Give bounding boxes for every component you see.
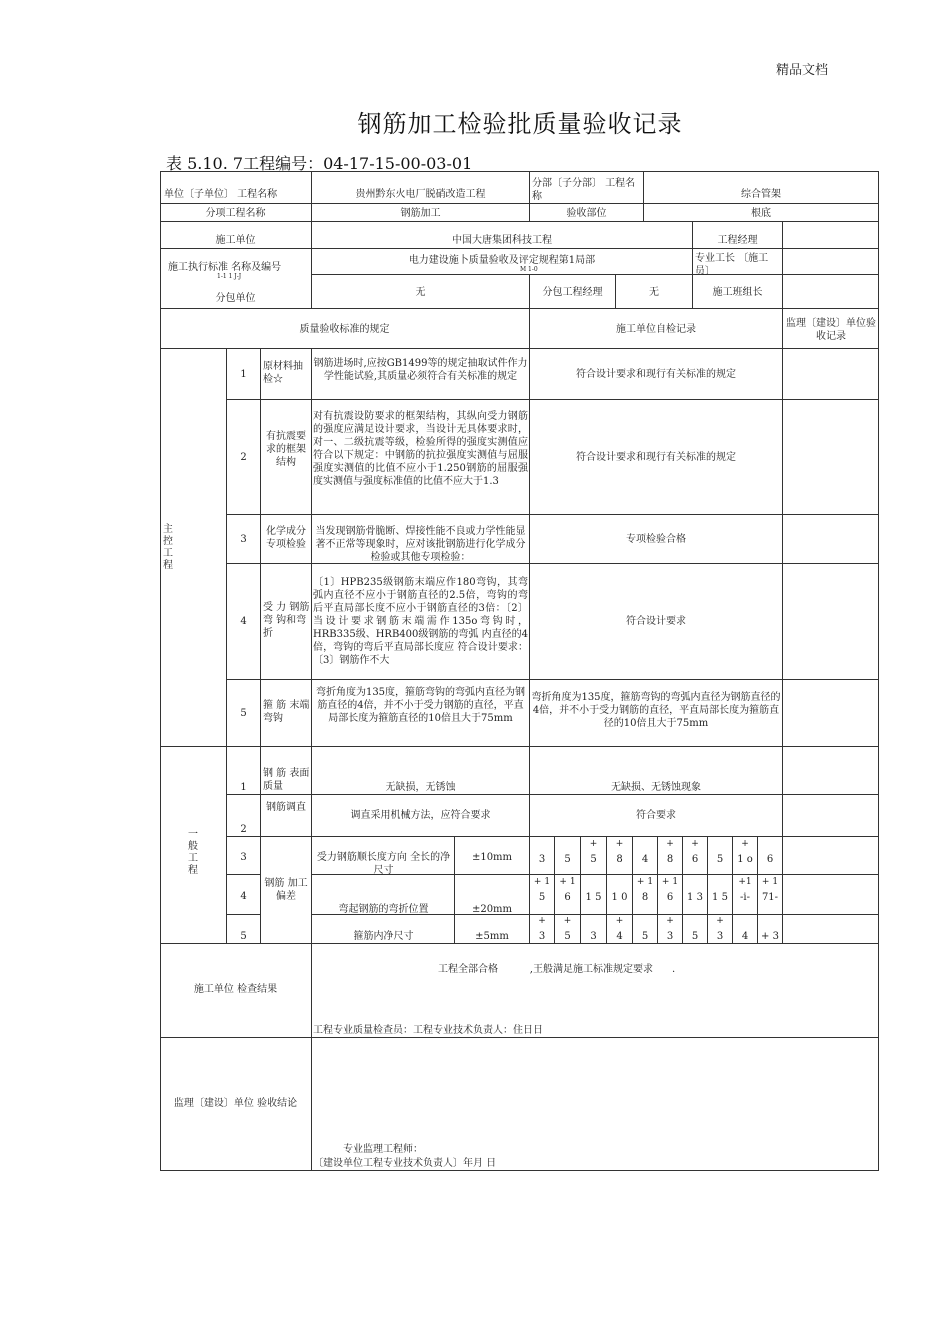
unit-value: 贵州黔东火电厂脱硝改造工程 bbox=[355, 189, 486, 200]
deviation-cell bbox=[733, 876, 757, 904]
deviation-group-label: 钢筋 加工 偏差 bbox=[264, 878, 308, 902]
deviation-cell bbox=[708, 876, 732, 904]
deviation-cell bbox=[658, 915, 682, 943]
deviation-cell-value: 1 o bbox=[737, 854, 753, 865]
deviation-cell-sign bbox=[530, 838, 554, 849]
deviation-cell bbox=[658, 838, 682, 866]
main-item-no: 1 bbox=[240, 369, 247, 380]
deviation-cell bbox=[633, 876, 657, 904]
part-label: 验收部位 bbox=[566, 208, 607, 219]
subcontract-label: 分包单位 bbox=[215, 293, 256, 304]
deviation-cell bbox=[581, 915, 606, 943]
deviation-cell-sign: +1 bbox=[738, 877, 752, 887]
main-item-no: 4 bbox=[240, 616, 247, 627]
deviation-cell bbox=[683, 876, 707, 904]
subcontract-pm-label: 分包工程经理 bbox=[542, 287, 603, 298]
standard-value: 电力建设施卜质量验收及评定规程第1局部 bbox=[408, 255, 596, 266]
deviation-cell-sign: + bbox=[538, 916, 546, 926]
deviation-cell-sign: + 1 bbox=[761, 877, 779, 887]
subdivision-value: 综合管架 bbox=[741, 189, 781, 200]
general-item-selfcheck: 符合要求 bbox=[636, 810, 676, 821]
deviation-cell bbox=[758, 876, 782, 904]
subcontract-pm-value: 无 bbox=[649, 287, 659, 298]
deviation-cell bbox=[607, 876, 632, 904]
standard-label: 施工执行标准 名称及编号 bbox=[168, 262, 282, 273]
item-value: 钢筋加工 bbox=[400, 208, 441, 219]
deviation-cell-value: 6 bbox=[691, 854, 699, 865]
deviation-cell-sign bbox=[555, 838, 580, 849]
deviation-cell-sign: + bbox=[563, 916, 572, 926]
deviation-row-name: 弯起钢筋的弯折位置 bbox=[338, 904, 429, 915]
deviation-cell-sign bbox=[758, 838, 782, 849]
deviation-cell bbox=[633, 838, 657, 866]
deviation-cell bbox=[555, 838, 580, 866]
deviation-cell bbox=[555, 915, 580, 943]
col-standard-head: 质量验收标准的规定 bbox=[299, 324, 390, 335]
deviation-cell bbox=[530, 915, 554, 943]
general-item-no: 1 bbox=[240, 782, 247, 793]
subcontract-value: 无 bbox=[415, 287, 426, 298]
deviation-cell-sign: + 1 bbox=[533, 877, 551, 887]
deviation-cell bbox=[530, 876, 554, 904]
deviation-cell-value: 1 3 bbox=[687, 892, 703, 903]
deviation-cell-sign bbox=[708, 876, 732, 887]
col-selfcheck-head: 施工单位自检记录 bbox=[616, 324, 696, 335]
main-item-name: 受 力 钢筋 弯 钩和弯折 bbox=[263, 602, 310, 639]
main-item-selfcheck: 弯折角度为135度，箍筋弯钩的弯弧内直径为钢筋直径的4倍，并不小于受力钢筋的直径，平直局部长度为箍筋直径的10倍且大于75mm bbox=[531, 692, 781, 729]
deviation-cell-value: 3 bbox=[590, 931, 597, 942]
deviation-cell-sign: + bbox=[589, 839, 598, 849]
deviation-cell-sign bbox=[607, 876, 632, 887]
deviation-cell-sign: + bbox=[615, 839, 624, 849]
deviation-cell-sign bbox=[581, 876, 606, 887]
main-item-standard: 对有抗震设防要求的框架结构，其纵向受力钢筋的强度应满足设计要求，当设计无具体要求时，对一、二级抗震等级，检验所得的强度实测值应符合以下规定：中钢筋的抗拉强度实测值与屈服强度实测值的比值不应小于1.250钢筋的屈服强度实测值与强度标准值的比值不应大于1.3 bbox=[313, 411, 528, 487]
general-item-name: 钢 筋 表面质量 bbox=[263, 768, 310, 792]
main-item-name: 有抗震要求的框架结构 bbox=[266, 431, 306, 468]
supervisor-signature-owner: 〔建设单位工程专业技术负责人〕年月 日 bbox=[313, 1158, 497, 1169]
subdivision-label: 分部〔子分部〕 工程名称 bbox=[532, 178, 636, 202]
main-item-selfcheck: 专项检验合格 bbox=[626, 534, 686, 545]
builder-result-label: 施工单位 检查结果 bbox=[193, 984, 278, 995]
deviation-cell bbox=[581, 876, 606, 904]
main-item-name: 箍 筋 末端弯钩 bbox=[263, 700, 310, 724]
part-value: 根底 bbox=[751, 208, 771, 219]
page-title: 钢筋加工检验批质量验收记录 bbox=[357, 110, 683, 138]
deviation-cell-sign bbox=[633, 838, 657, 849]
deviation-cell-sign: + 1 bbox=[636, 877, 654, 887]
main-item-standard: 钢筋进场时,应按GB1499等的规定抽取试件作力学性能试验,其质量必须符合有关标准的规定 bbox=[313, 358, 528, 382]
deviation-cell bbox=[555, 876, 580, 904]
supervisor-result-label: 监理〔建设〕单位 验收结论 bbox=[173, 1098, 298, 1109]
deviation-cell-value: 5 bbox=[564, 854, 571, 865]
deviation-cell-value: + 3 bbox=[761, 931, 779, 942]
deviation-cell-sign bbox=[633, 915, 657, 926]
form-grid bbox=[160, 171, 880, 1171]
deviation-cell-sign bbox=[683, 876, 707, 887]
deviation-row-name: 箍筋内净尺寸 bbox=[353, 931, 414, 942]
main-control-label: 主 控 工 程 bbox=[163, 524, 173, 571]
deviation-row-no: 5 bbox=[240, 931, 247, 942]
unit-label: 单位〔子单位〕 工程名称 bbox=[164, 189, 278, 200]
deviation-cell bbox=[658, 876, 682, 904]
main-item-standard: 〔1〕HPB235级钢筋末端应作180弯钩，其弯弧内直径不应小于钢筋直径的2.5倍，弯钩的弯后平直局部长度不应小于钢筋直径的3倍：〔2〕当设计要求钢筋末端需作135o弯钩时，HRB335级、HRB400级钢筋的弯弧 内直径的4倍，弯钩的弯后平直局部长度应 符合设计要求：〔3〕钢筋作不大 bbox=[313, 577, 528, 666]
main-item-no: 5 bbox=[240, 708, 247, 719]
general-item-standard: 无缺损，无锈蚀 bbox=[385, 782, 456, 793]
deviation-cell-value: 8 bbox=[641, 892, 649, 903]
main-item-name: 原材料抽检☆ bbox=[263, 361, 303, 385]
main-item-selfcheck: 符合设计要求和现行有关标准的规定 bbox=[576, 369, 736, 380]
project-manager-label: 工程经理 bbox=[717, 235, 758, 246]
main-item-no: 3 bbox=[240, 534, 247, 545]
item-label: 分项工程名称 bbox=[205, 208, 266, 219]
main-item-no: 2 bbox=[240, 452, 247, 463]
deviation-cell bbox=[607, 915, 632, 943]
deviation-cell-value: 8 bbox=[616, 854, 623, 865]
deviation-cell-value: 5 bbox=[564, 931, 571, 942]
deviation-cell-value: 4 bbox=[616, 931, 623, 942]
deviation-cell-sign bbox=[708, 838, 732, 849]
deviation-cell bbox=[708, 838, 732, 866]
col-supervisor-head: 监理〔建设〕单位验收记录 bbox=[786, 318, 876, 342]
deviation-cell bbox=[758, 915, 782, 943]
deviation-cell-value: 3 bbox=[666, 931, 674, 942]
deviation-cell-value: 3 bbox=[538, 931, 546, 942]
deviation-cell-sign: + bbox=[691, 839, 699, 849]
form-subtitle: 表 5.10. 7工程编号：04-17-15-00-03-01 bbox=[166, 154, 473, 173]
deviation-cell-value: 6 bbox=[564, 892, 571, 903]
deviation-cell bbox=[607, 838, 632, 866]
deviation-row-tolerance: ±10mm bbox=[471, 852, 513, 863]
general-label: 一 般 工 程 bbox=[188, 829, 198, 876]
deviation-cell bbox=[530, 838, 554, 866]
deviation-cell-value: 6 bbox=[766, 854, 774, 865]
deviation-cell-value: 6 bbox=[666, 892, 674, 903]
deviation-cell-value: 5 bbox=[590, 854, 597, 865]
deviation-cell-value: 5 bbox=[716, 854, 724, 865]
deviation-cell-value: 4 bbox=[741, 931, 749, 942]
deviation-cell-value: 4 bbox=[641, 854, 649, 865]
deviation-cell bbox=[733, 838, 757, 866]
general-item-selfcheck: 无缺损、无锈蚀现象 bbox=[611, 782, 701, 793]
deviation-cell bbox=[758, 838, 782, 866]
deviation-cell-value: 1 0 bbox=[611, 892, 628, 903]
main-item-name: 化学成分专项检验 bbox=[266, 526, 306, 550]
deviation-cell bbox=[733, 915, 757, 943]
deviation-cell-value: 3 bbox=[716, 931, 724, 942]
deviation-cell-sign bbox=[758, 915, 782, 926]
foreman-label: 专业工长 〔施工员〕 bbox=[695, 253, 769, 277]
deviation-cell bbox=[683, 838, 707, 866]
deviation-cell-sign bbox=[683, 915, 707, 926]
deviation-cell bbox=[581, 838, 606, 866]
standard-small-code-2: M 1-0 bbox=[520, 266, 538, 273]
deviation-cell-value: 71- bbox=[761, 892, 779, 903]
deviation-cell-value: 5 bbox=[641, 931, 649, 942]
deviation-row-tolerance: ±5mm bbox=[475, 931, 509, 942]
deviation-cell-value: 1 5 bbox=[585, 892, 602, 903]
team-leader-label: 施工班组长 bbox=[712, 287, 763, 298]
deviation-row-no: 3 bbox=[240, 852, 247, 863]
builder-result-text: 工程全部合格 ,王般满足施工标准规定要求 . bbox=[438, 964, 676, 975]
deviation-cell bbox=[683, 915, 707, 943]
supervisor-signature-engineer: 专业监理工程师： bbox=[343, 1144, 423, 1155]
header-note: 精品文档 bbox=[776, 63, 829, 78]
main-item-selfcheck: 符合设计要求 bbox=[626, 616, 686, 627]
deviation-cell-value: 5 bbox=[691, 931, 699, 942]
deviation-cell-sign: + bbox=[716, 916, 724, 926]
deviation-cell-sign: + bbox=[741, 839, 749, 849]
general-item-standard: 调直采用机械方法，应符合要求 bbox=[350, 810, 491, 821]
main-item-standard: 弯折角度为135度，箍筋弯钩的弯弧内直径为钢筋直径的4倍，并不小于受力钢筋的直径，平直局部长度为箍筋直径的10倍且大于75mm bbox=[315, 687, 526, 724]
deviation-cell-sign bbox=[581, 915, 606, 926]
deviation-cell-value: 3 bbox=[538, 854, 546, 865]
deviation-row-tolerance: ±20mm bbox=[471, 904, 513, 915]
main-item-standard: 当发现钢筋骨脆断、焊接性能不良或力学性能显著不正常等现象时，应对该批钢筋进行化学成分检验或其他专项检验： bbox=[315, 526, 526, 563]
builder-value: 中国大唐集团科技工程 bbox=[452, 235, 552, 246]
deviation-cell-sign bbox=[733, 915, 757, 926]
deviation-cell-sign: + 1 bbox=[559, 877, 576, 887]
builder-result-signature: 工程专业质量检查员：工程专业技术负责人：住日日 bbox=[313, 1025, 543, 1036]
deviation-cell bbox=[633, 915, 657, 943]
main-item-selfcheck: 符合设计要求和现行有关标准的规定 bbox=[576, 452, 736, 463]
deviation-cell-sign: + bbox=[615, 916, 624, 926]
deviation-cell-value: 8 bbox=[666, 854, 674, 865]
deviation-row-no: 4 bbox=[240, 891, 247, 902]
deviation-cell bbox=[708, 915, 732, 943]
deviation-cell-value: 5 bbox=[538, 892, 546, 903]
deviation-cell-sign: + bbox=[666, 839, 674, 849]
inspection-form bbox=[160, 171, 880, 1171]
general-item-name: 钢筋调直 bbox=[266, 802, 306, 813]
deviation-cell-value: -i- bbox=[740, 892, 750, 903]
deviation-cell-value: 1 5 bbox=[712, 892, 728, 903]
builder-label: 施工单位 bbox=[215, 235, 256, 246]
standard-small-code: 1-1 1 J-J bbox=[217, 273, 242, 280]
deviation-cell-sign: + 1 bbox=[661, 877, 679, 887]
deviation-cell-sign: + bbox=[666, 916, 674, 926]
general-item-no: 2 bbox=[240, 824, 247, 835]
deviation-row-name: 受力钢筋顺长度方向 全长的净尺寸 bbox=[316, 852, 451, 876]
